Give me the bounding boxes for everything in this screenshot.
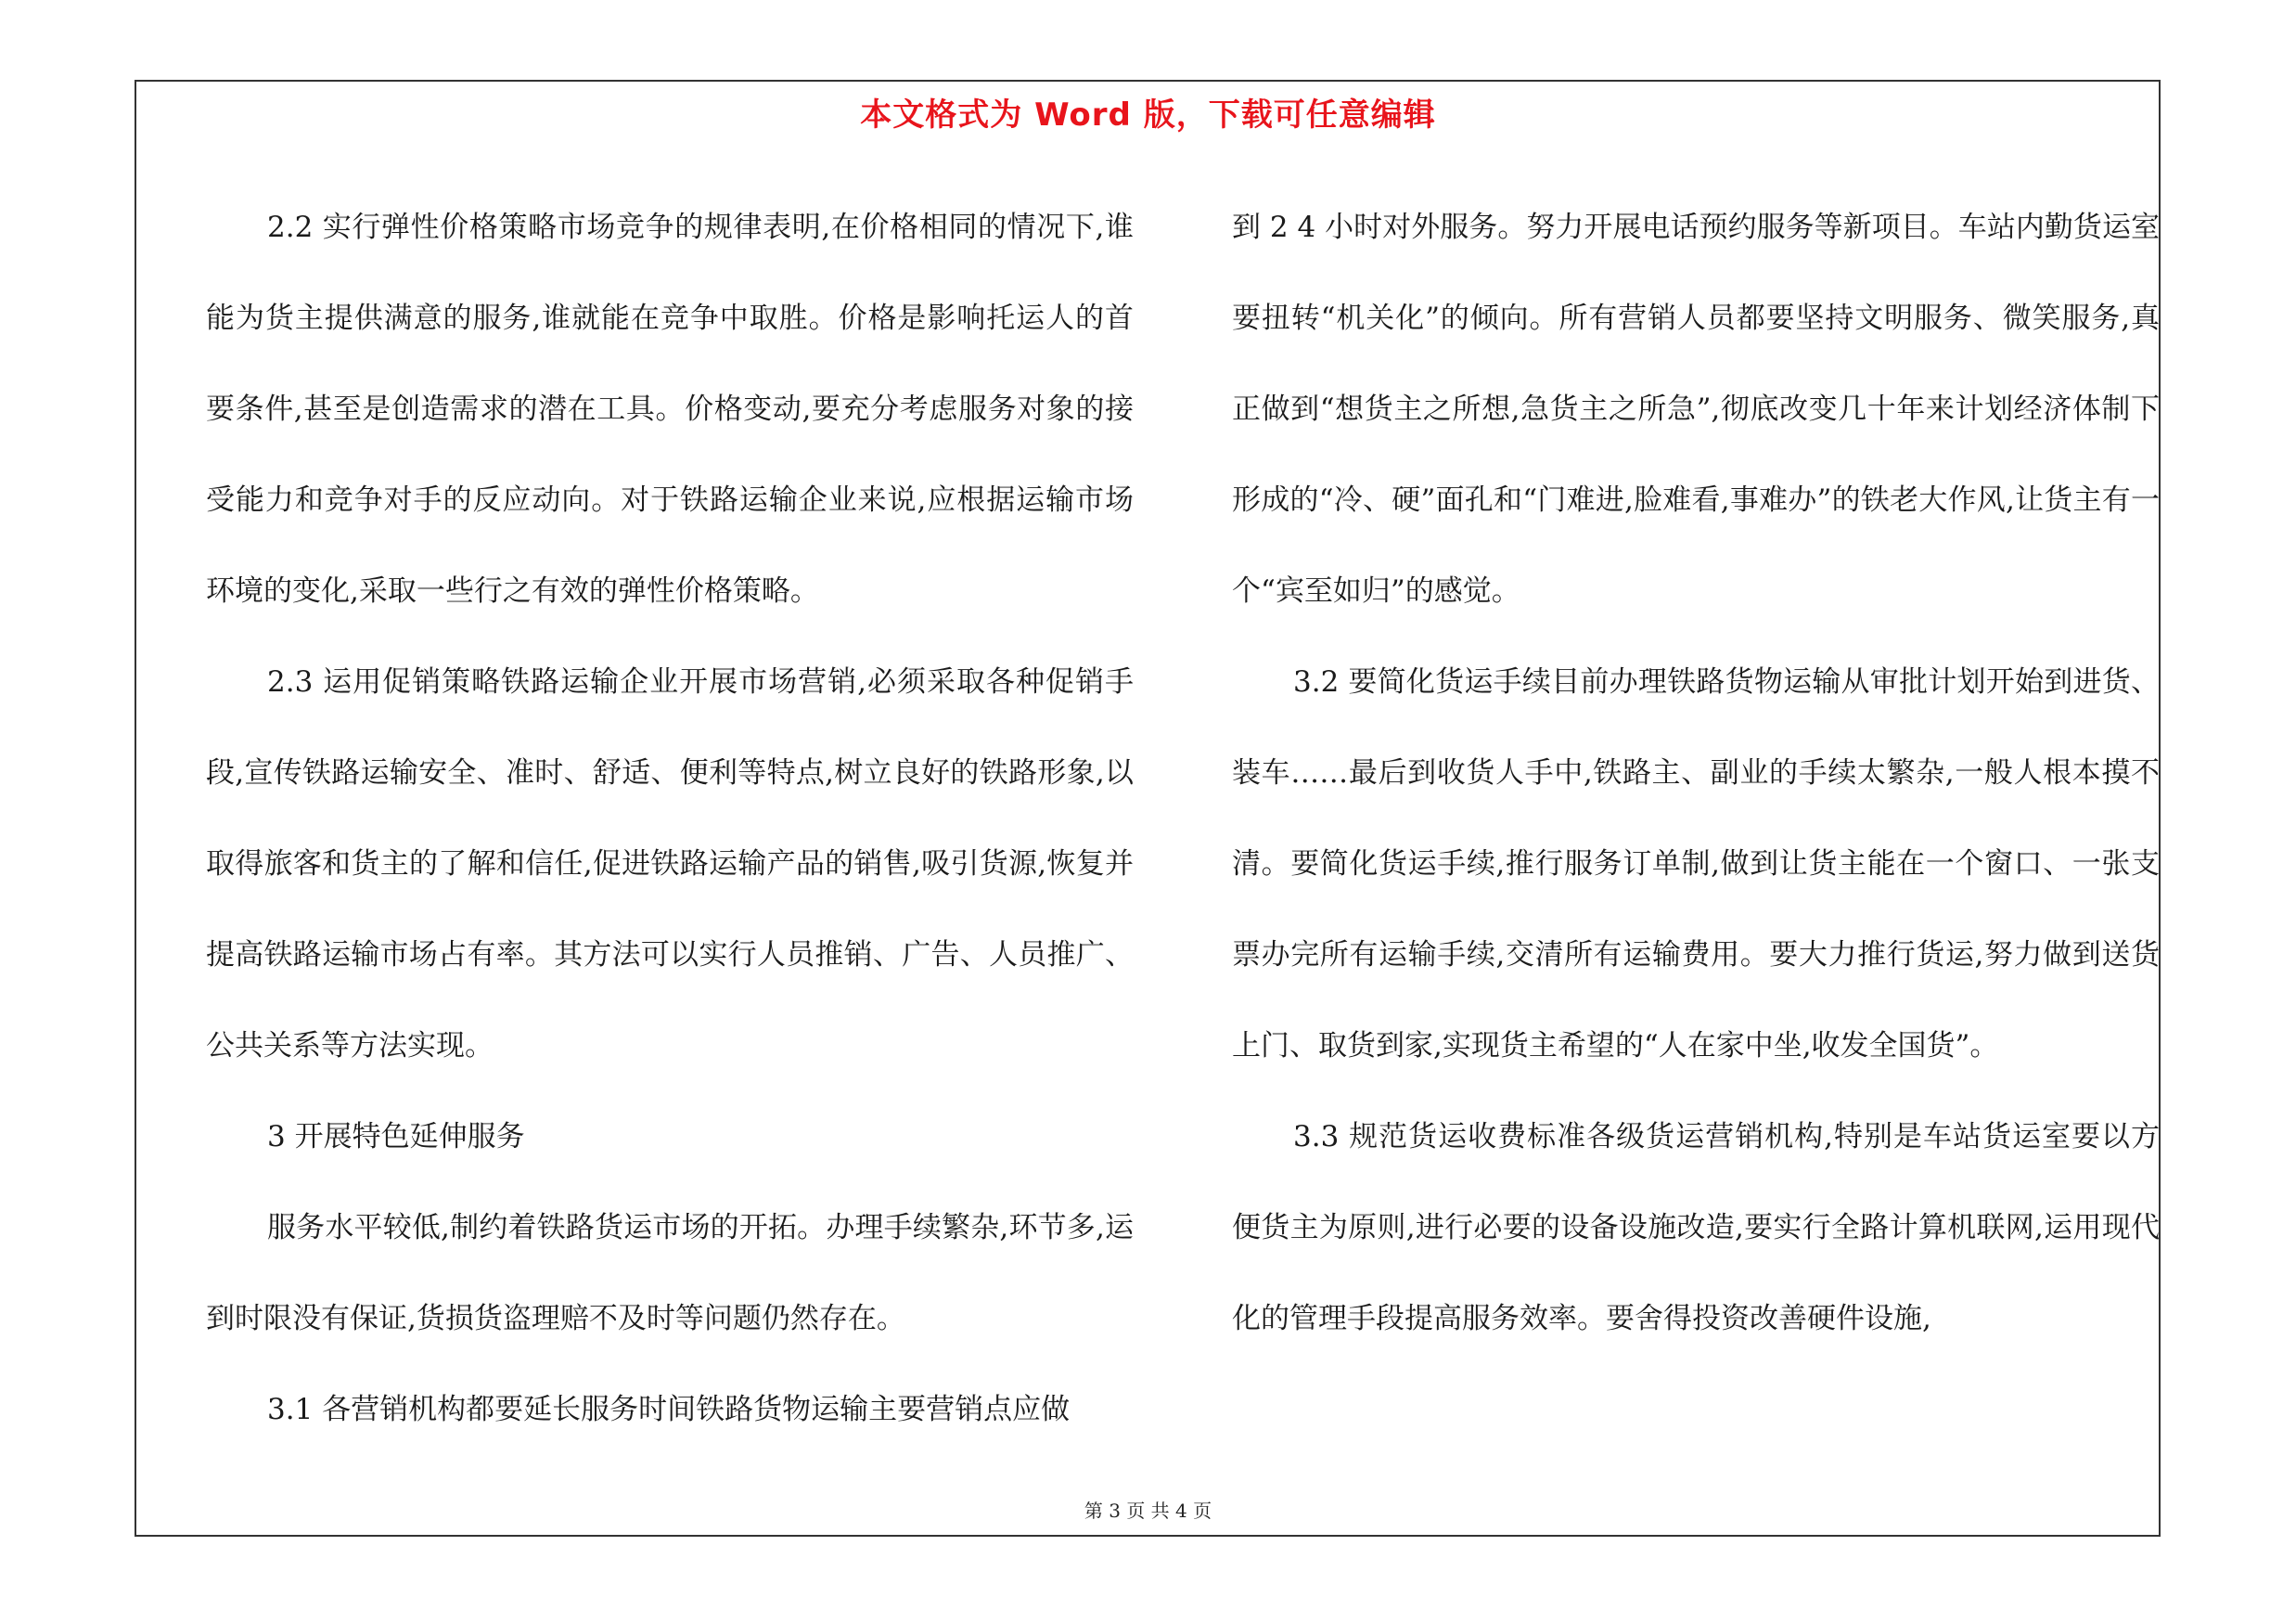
right-column [1232,182,2160,1364]
paragraph-3-1-continued: 到 2 4 小时对外服务。努力开展电话预约服务等新项目。车站内勤货运室要扭转“机关化”的倾向。所有营销人员都要坚持文明服务、微笑服务,真正做到“想货主之所想,急货主之所急”,彻底改变几十年来计划经济体制下形成的“冷、硬”面孔和“门难进,脸难看,事难办”的铁老大作风,让货主有一个“宾至如归”的感觉。 [1232,211,2160,608]
left-column [206,182,1134,1455]
paragraph-3-3-fee-standards: 3.3 规范货运收费标准各级货运营销机构,特别是车站货运室要以方便货主为原则,进行必要的设备设施改造,要实行全路计算机联网,运用现代化的管理手段提高服务效率。要舍得投资改善硬件设施, [1232,1120,2160,1335]
paragraph-2-3-promotion: 2.3 运用促销策略铁路运输企业开展市场营销,必须采取各种促销手段,宣传铁路运输安全、准时、舒适、便利等特点,树立良好的铁路形象,以取得旅客和货主的了解和信任,促进铁路运输产品的销售,吸引货源,恢复并提高铁路运输市场占有率。其方法可以实行人员推销、广告、人员推广、公共关系等方法实现。 [206,665,1134,1063]
paragraph-3-2-simplify-procedures: 3.2 要简化货运手续目前办理铁路货物运输从审批计划开始到进货、装车……最后到收货人手中,铁路主、副业的手续太繁杂,一般人根本摸不清。要简化货运手续,推行服务订单制,做到让货主能在一个窗口、一张支票办完所有运输手续,交清所有运输费用。要大力推行货运,努力做到送货上门、取货到家,实现货主希望的“人在家中坐,收发全国货”。 [1232,665,2160,1063]
paragraph-service-level: 服务水平较低,制约着铁路货运市场的开拓。办理手续繁杂,环节多,运到时限没有保证,货损货盗理赔不及时等问题仍然存在。 [206,1211,1134,1335]
page-number: 第 3 页 共 4 页 [1084,1500,1212,1522]
editable-format-banner: 本文格式为 Word 版，下载可任意编辑 [860,97,1436,134]
section-heading-3: 3 开展特色延伸服务 [267,1120,525,1153]
paragraph-2-2-pricing: 2.2 实行弹性价格策略市场竞争的规律表明,在价格相同的情况下,谁能为货主提供满意的服务,谁就能在竞争中取胜。价格是影响托运人的首要条件,甚至是创造需求的潜在工具。价格变动,要充分考虑服务对象的接受能力和竞争对手的反应动向。对于铁路运输企业来说,应根据运输市场环境的变化,采取一些行之有效的弹性价格策略。 [206,211,1135,608]
paragraph-3-1-service-hours: 3.1 各营销机构都要延长服务时间铁路货物运输主要营销点应做 [267,1393,1071,1426]
